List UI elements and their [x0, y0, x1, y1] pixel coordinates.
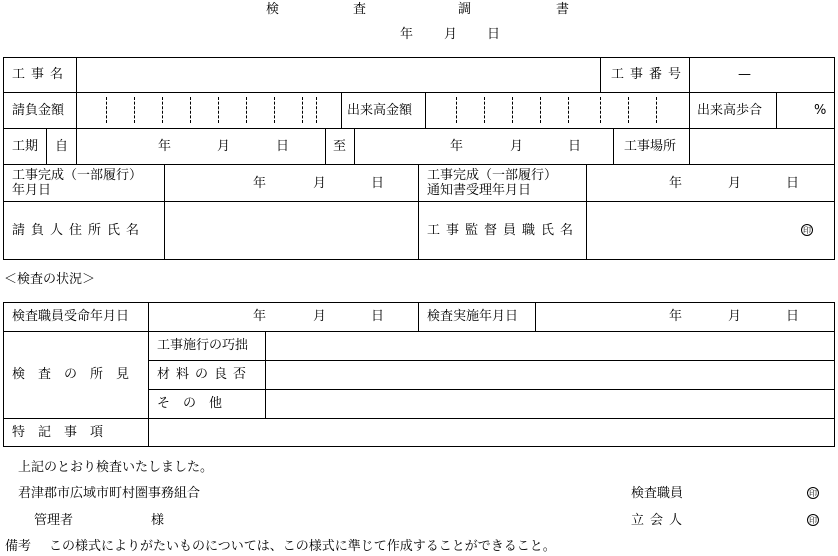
kansei-month: 月: [313, 176, 327, 191]
dekidaka-buai-field[interactable]: [777, 93, 811, 127]
doc-title-char-4: 書: [556, 2, 570, 17]
kansei-year: 年: [253, 176, 267, 191]
kansei-label-line1: 工事完成（一部履行）: [12, 168, 143, 183]
tokki-field[interactable]: [149, 419, 834, 446]
kantokuin-seal-icon: 印: [803, 226, 811, 235]
ukeoinin-label: 請負人住所氏名: [12, 223, 146, 238]
ukeoi-kingaku-label: 請負金額: [12, 103, 65, 118]
koki-label: 工期: [12, 139, 39, 154]
end-month: 月: [510, 139, 524, 154]
jisshi-year: 年: [669, 309, 683, 324]
jumei-year: 年: [253, 309, 267, 324]
shoken-label: 検査の所見: [12, 367, 143, 382]
koji-mei-field[interactable]: [77, 58, 599, 91]
jumei-month: 月: [313, 309, 327, 324]
start-month: 月: [217, 139, 231, 154]
zairyo-label: 材料の良否: [157, 367, 253, 382]
ukeoi-kingaku-field[interactable]: [77, 93, 340, 127]
tachiainin-label: 立会人: [631, 513, 689, 528]
dekidaka-kingaku-field[interactable]: [426, 93, 688, 127]
kansei-label-line2: 年月日: [12, 183, 52, 198]
ukeoinin-field[interactable]: [165, 202, 417, 258]
koji-mei-label: 工事名: [12, 67, 70, 82]
start-year: 年: [158, 139, 172, 154]
note-label: 備考: [5, 539, 32, 554]
doc-date-year: 年: [400, 27, 414, 42]
end-day: 日: [568, 139, 582, 154]
kensa-shokuin-seal-icon: 印: [809, 489, 817, 498]
dekidaka-kingaku-label: 出来高金額: [347, 103, 413, 118]
koji-bango-label: 工事番号: [611, 67, 688, 82]
sama-label: 様: [151, 513, 165, 528]
kantokuin-label: 工事監督員職氏名: [427, 223, 580, 238]
tokki-label: 特記事項: [12, 425, 117, 440]
end-year: 年: [450, 139, 464, 154]
kensa-shokuin-label: 検査職員: [631, 486, 684, 501]
tsuchi-month: 月: [728, 176, 742, 191]
doc-title-char-2: 査: [353, 2, 367, 17]
tachiainin-seal-icon: 印: [809, 516, 817, 525]
jumei-day: 日: [371, 309, 385, 324]
koshitsu-field[interactable]: [266, 332, 834, 360]
doc-title-char-1: 検: [266, 2, 280, 17]
section-heading: ＜検査の状況＞: [4, 272, 96, 287]
sonota-field[interactable]: [266, 390, 834, 418]
tsuchi-label-line1: 工事完成（一部履行）: [427, 168, 558, 183]
jisshi-month: 月: [728, 309, 742, 324]
start-day: 日: [276, 139, 290, 154]
koji-bango-value[interactable]: —: [738, 67, 751, 82]
koshitsu-label: 工事施行の巧拙: [157, 338, 249, 353]
tsuchi-day: 日: [786, 176, 800, 191]
percent-sign: %: [814, 103, 827, 118]
shi-label: 至: [333, 139, 347, 154]
zairyo-field[interactable]: [266, 361, 834, 389]
koji-basho-field[interactable]: [690, 129, 834, 163]
koji-basho-label: 工事場所: [624, 139, 677, 154]
ji-label: 自: [55, 139, 69, 154]
sonota-label: その他: [157, 396, 236, 411]
doc-date-month: 月: [444, 27, 458, 42]
kansei-day: 日: [371, 176, 385, 191]
jumei-label: 検査職員受命年月日: [12, 309, 130, 324]
tsuchi-year: 年: [669, 176, 683, 191]
org-name: 君津郡市広域市町村圏事務組合: [18, 486, 201, 501]
jisshi-label: 検査実施年月日: [427, 309, 519, 324]
note-text: この様式によりがたいものについては、この様式に準じて作成することができること。: [49, 539, 556, 554]
kanrisha-label: 管理者: [34, 513, 74, 528]
doc-title-char-3: 調: [458, 2, 472, 17]
dekidaka-buai-label: 出来高歩合: [697, 103, 763, 118]
tsuchi-label-line2: 通知書受理年月日: [427, 183, 532, 198]
doc-date-day: 日: [487, 27, 501, 42]
jisshi-day: 日: [786, 309, 800, 324]
statement: 上記のとおり検査いたしました。: [18, 460, 214, 475]
